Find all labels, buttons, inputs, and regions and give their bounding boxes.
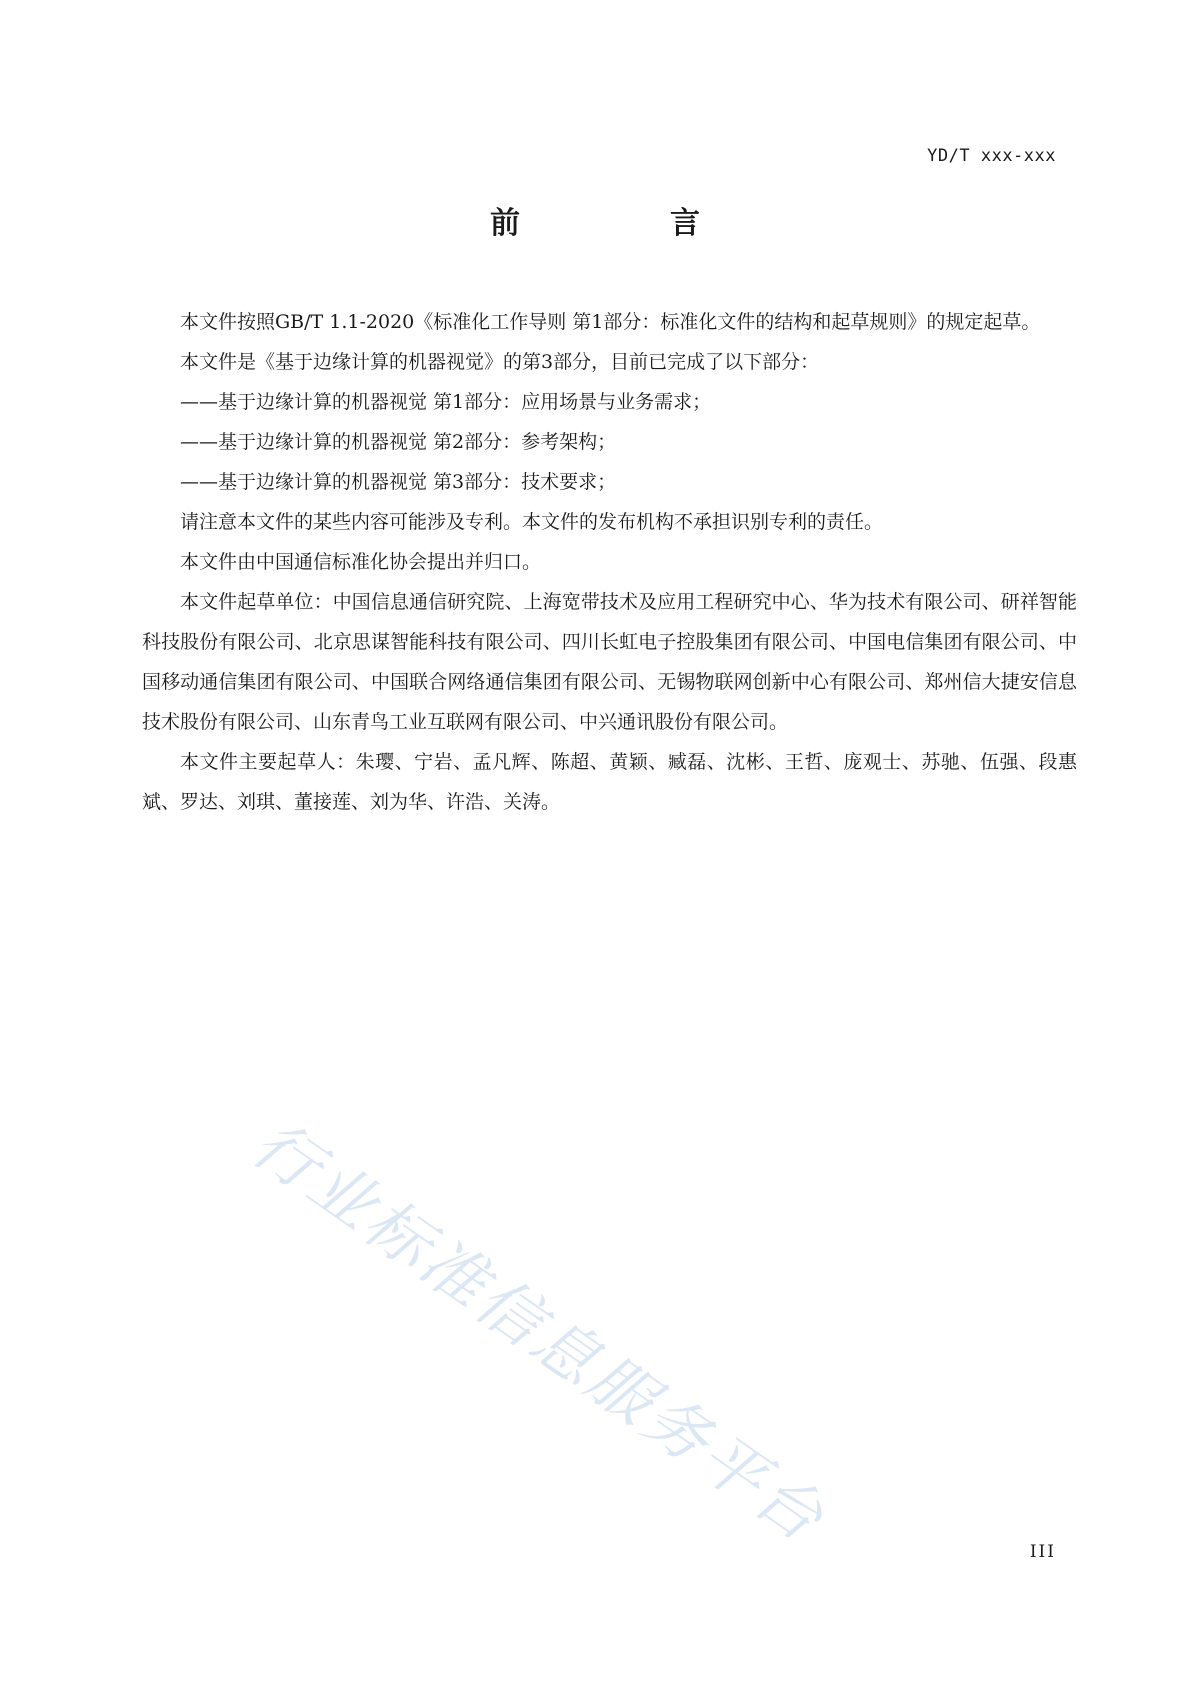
paragraph-patent-notice: 请注意本文件的某些内容可能涉及专利。本文件的发布机构不承担识别专利的责任。 — [180, 511, 884, 533]
paragraph-drafting-units: 本文件起草单位：中国信息通信研究院、上海宽带技术及应用工程研究中心、华为技术有限公司、研祥智能科技股份有限公司、北京思谋智能科技有限公司、四川长虹电子控股集团有限公司、中国电信集团有限公司、中国移动通信集团有限公司、中国联合网络通信集团有限公司、无锡物联网创新中心有限公司、郑州信大捷安信息技术股份有限公司、山东青鸟工业互联网有限公司、中兴通讯股份有限公司。 — [142, 591, 1077, 733]
watermark: 行业标准信息服务平台 — [238, 1107, 839, 1558]
paragraph-drafters: 本文件主要起草人：朱璎、宁岩、孟凡辉、陈超、黄颖、臧磊、沈彬、王哲、庞观士、苏驰、伍强、段惠斌、罗达、刘琪、董接莲、刘为华、许浩、关涛。 — [142, 751, 1077, 813]
document-code: YD/T xxx-xxx — [927, 146, 1056, 166]
paragraph-series-intro: 本文件是《基于边缘计算的机器视觉》的第3部分，目前已完成了以下部分： — [180, 351, 820, 373]
paragraph-drafting-rules: 本文件按照GB/T 1.1-2020《标准化工作导则 第1部分：标准化文件的结构和起草规则》的规定起草。 — [180, 311, 1041, 333]
paragraph-proposer: 本文件由中国通信标准化协会提出并归口。 — [180, 551, 542, 573]
page-number: III — [1029, 1542, 1056, 1562]
list-item-part-1: ——基于边缘计算的机器视觉 第1部分：应用场景与业务需求； — [180, 391, 712, 413]
foreword-body — [142, 302, 1077, 822]
page-title: 前 言 — [490, 206, 760, 241]
list-item-part-2: ——基于边缘计算的机器视觉 第2部分：参考架构； — [180, 431, 617, 453]
list-item-part-3: ——基于边缘计算的机器视觉 第3部分：技术要求； — [180, 471, 617, 493]
